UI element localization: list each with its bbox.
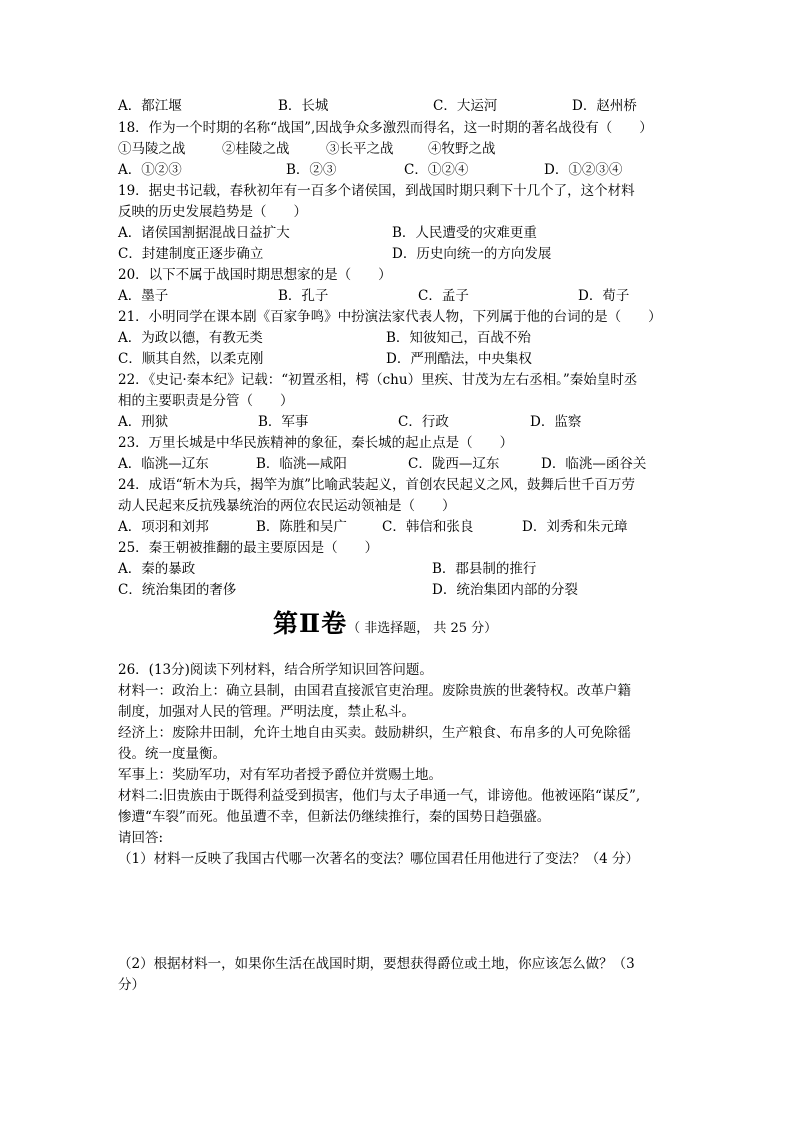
q21-option-b: B．知彼知己，百战不殆 [386, 330, 531, 346]
q26-sub2-line1: （2）根据材料一，如果你生活在战国时期，要想获得爵位或土地，你应该怎么做？（3 [118, 956, 635, 972]
q21-stem: 21．小明同学在课本剧《百家争鸣》中扮演法家代表人物，下列属于他的台词的是（ ） [118, 309, 662, 325]
q26-material1-line5: 军事上：奖励军功，对有军功者授予爵位并赏赐土地。 [118, 767, 442, 783]
q20-stem: 20．以下不属于战国时期思想家的是（ ） [118, 267, 392, 283]
q23-option-d: D．临洮—函谷关 [541, 456, 647, 472]
q18-item-1: ①马陵之战 [118, 141, 186, 157]
q22-stem-line2: 相的主要职责是分管（ ） [118, 393, 294, 409]
q26-material1-line2: 制度，加强对人民的管理。严明法度，禁止私斗。 [118, 704, 415, 720]
q18-option-d: D．①②③④ [544, 162, 623, 178]
q25-stem: 25．秦王朝被推翻的最主要原因是（ ） [118, 540, 379, 556]
q23-option-c: C．陇西—辽东 [408, 456, 500, 472]
q22-option-b: B．军事 [258, 414, 309, 430]
q23-option-b: B．临洮—咸阳 [256, 456, 347, 472]
q18-stem: 18．作为一个时期的名称“战国”,因战争众多激烈而得名，这一时期的著名战役有（ ） [118, 120, 653, 136]
q26-ask: 请回答: [118, 830, 164, 846]
q26-stem: 26．(13分)阅读下列材料，结合所学知识回答问题。 [118, 662, 433, 678]
q19-stem-line1: 19．据史书记载，春秋初年有一百多个诸侯国，到战国时期只剩下十几个了，这个材料 [118, 183, 635, 199]
q26-material1-line4: 役。统一度量衡。 [118, 746, 226, 762]
q24-stem-line2: 动人民起来反抗残暴统治的两位农民运动领袖是（ ） [118, 498, 456, 514]
q20-option-c: C．孟子 [418, 288, 469, 304]
q18-option-c: C．①②④ [404, 162, 469, 178]
section-heading [273, 604, 497, 640]
q25-option-b: B．郡县制的推行 [432, 561, 537, 577]
q20-option-d: D．荀子 [578, 288, 630, 304]
q25-option-c: C．统治集团的奢侈 [118, 582, 237, 598]
q19-option-d: D．历史向统一的方向发展 [392, 246, 552, 262]
q26-material2-line1: 材料二:旧贵族由于既得利益受到损害，他们与太子串通一气，诽谤他。他被诬陷“谋反”, [118, 788, 641, 804]
q24-option-a: A．项羽和刘邦 [118, 519, 209, 535]
q20-option-a: A．墨子 [118, 288, 169, 304]
q26-material1-line3: 经济上：废除井田制，允许土地自由买卖。鼓励耕织，生产粮食、布帛多的人可免除徭 [118, 725, 631, 741]
q22-stem-line1: 22．《史记·秦本纪》记载：“初置丞相，樗（chu）里疾、甘茂为左右丞相。”秦始皇时丞 [118, 372, 638, 388]
q19-option-b: B．人民遭受的灾难更重 [392, 225, 537, 241]
q21-option-a: A．为政以德，有教无类 [118, 330, 263, 346]
q25-option-a: A．秦的暴政 [118, 561, 196, 577]
q26-sub2-line2: 分） [118, 977, 145, 993]
q19-option-c: C．封建制度正逐步确立 [118, 246, 264, 262]
q18-item-4: ④牧野之战 [428, 141, 496, 157]
q18-item-2: ②桂陵之战 [222, 141, 290, 157]
q24-option-b: B．陈胜和吴广 [256, 519, 347, 535]
q17-option-a: A．都江堰 [118, 98, 182, 114]
q22-option-a: A．刑狱 [118, 414, 169, 430]
q17-option-d: D．赵州桥 [572, 98, 637, 114]
q22-option-d: D．监察 [530, 414, 582, 430]
q21-option-c: C．顺其自然，以柔克刚 [118, 351, 264, 367]
q26-material2-line2: 惨遭“车裂”而死。他虽遭不幸，但新法仍继续推行，秦的国势日趋强盛。 [118, 809, 551, 825]
q26-sub1: （1）材料一反映了我国古代哪一次著名的变法？哪位国君任用他进行了变法？（4 分） [118, 851, 639, 867]
q24-stem-line1: 24．成语“斩木为兵，揭竿为旗”比喻武装起义，首创农民起义之风，鼓舞后世千百万劳 [118, 477, 635, 493]
q18-option-b: B．②③ [286, 162, 337, 178]
q17-option-c: C．大运河 [433, 98, 498, 114]
q23-option-a: A．临洮—辽东 [118, 456, 209, 472]
q25-option-d: D．统治集团内部的分裂 [432, 582, 578, 598]
q26-material1-line1: 材料一：政治上：确立县制，由国君直接派官吏治理。废除贵族的世袭特权。改革户籍 [118, 683, 631, 699]
section-title: 第Ⅱ卷 [273, 609, 348, 638]
q21-option-d: D．严刑酷法，中央集权 [386, 351, 532, 367]
q24-option-c: C．韩信和张良 [382, 519, 474, 535]
q20-option-b: B．孔子 [278, 288, 329, 304]
q22-option-c: C．行政 [398, 414, 449, 430]
q18-option-a: A．①②③ [118, 162, 182, 178]
q17-option-b: B．长城 [278, 98, 329, 114]
q19-option-a: A．诸侯国割据混战日益扩大 [118, 225, 290, 241]
section-subtitle: （ 非选择题， 共 25 分） [347, 621, 498, 636]
q18-item-3: ③长平之战 [326, 141, 394, 157]
q19-stem-line2: 反映的历史发展趋势是（ ） [118, 204, 307, 220]
q23-stem: 23．万里长城是中华民族精神的象征，秦长城的起止点是（ ） [118, 435, 514, 451]
q24-option-d: D．刘秀和朱元璋 [522, 519, 628, 535]
